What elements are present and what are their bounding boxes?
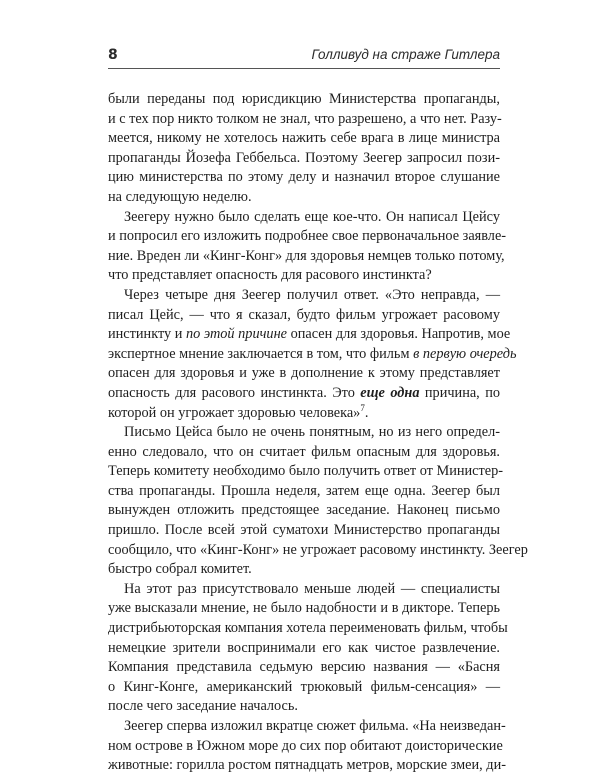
text-line bbox=[108, 443, 500, 463]
text-line bbox=[108, 208, 500, 228]
text-run: Зеегер сперва изложил вкратце сюжет фильма. «На неизведан- bbox=[124, 718, 506, 734]
text-line bbox=[108, 90, 500, 110]
text-run: ние. Вреден ли «Кинг-Конг» для здоровья немцев только потому, bbox=[108, 247, 505, 264]
header-rule bbox=[108, 68, 500, 69]
text-run: енно следовало, что он считает фильм опасным для здоровья. bbox=[108, 443, 500, 460]
bold-italic-emphasis: еще одна bbox=[360, 384, 420, 401]
text-line bbox=[108, 364, 500, 384]
paragraph bbox=[108, 717, 506, 776]
text-run: Зеегеру нужно было сделать еще кое-что. Он написал Цейсу bbox=[124, 208, 500, 225]
text-line bbox=[108, 619, 508, 639]
text-run: немецкие зрители воспринимали его как чистое развлечение. bbox=[108, 639, 500, 656]
text-run: дистрибьюторская компания хотела переименовать фильм, чтобы bbox=[108, 620, 508, 637]
text-run: на следующую неделю. bbox=[108, 188, 252, 205]
text-line bbox=[108, 639, 500, 659]
paragraph bbox=[108, 286, 517, 423]
text-run: цию министерства по этому делу и назначил второе слушание bbox=[108, 169, 500, 186]
text-line bbox=[108, 462, 504, 482]
text-line bbox=[108, 325, 511, 345]
text-line bbox=[108, 266, 500, 286]
text-run: ном острове в Южном море до сих пор обитают доисторические bbox=[108, 737, 503, 754]
text-run: были переданы под юрисдикцию Министерства пропаганды, bbox=[108, 91, 500, 107]
text-line bbox=[108, 521, 500, 541]
text-line bbox=[108, 345, 517, 365]
text-line bbox=[108, 247, 505, 267]
text-run: что представляет опасность для расового инстинкта? bbox=[108, 267, 432, 284]
text-line bbox=[108, 188, 500, 208]
text-line bbox=[108, 678, 500, 698]
running-title: Голливуд на страже Гитлера bbox=[311, 47, 500, 62]
text-run: пришло. После всей этой суматохи Министерство пропаганды bbox=[108, 522, 500, 539]
text-run: уже высказали мнение, не было надобности и в дикторе. Теперь bbox=[108, 600, 500, 617]
text-run: быстро собрал комитет. bbox=[108, 561, 252, 578]
text-line bbox=[108, 423, 500, 443]
text-line bbox=[108, 580, 500, 600]
text-run: и попросил его изложить подробнее свое первоначальное заявле- bbox=[108, 228, 507, 245]
footnote-marker: 7 bbox=[360, 402, 365, 413]
text-line bbox=[108, 384, 500, 404]
text-line bbox=[108, 658, 500, 678]
text-run: опасность для расового инстинкта. Это bbox=[108, 384, 361, 401]
text-run: опасен для здоровья. Напротив, мое bbox=[287, 326, 511, 343]
text-run: На этот раз присутствовало меньше людей — специалисты bbox=[124, 580, 500, 597]
paragraph bbox=[108, 90, 500, 208]
italic-emphasis: по этой причине bbox=[185, 326, 288, 343]
text-run: экспертное мнение заключается в том, что фильм bbox=[108, 345, 414, 362]
text-line bbox=[108, 501, 500, 521]
text-line bbox=[108, 286, 500, 306]
text-line bbox=[108, 560, 500, 580]
paragraph bbox=[108, 423, 528, 580]
text-run: пропаганды Йозефа Геббельса. Поэтому Зеегер запросил пози- bbox=[108, 149, 500, 166]
page-number: 8 bbox=[108, 47, 118, 63]
text-run: Теперь комитету необходимо было получить ответ от Министер- bbox=[108, 463, 504, 480]
text-line bbox=[108, 697, 500, 717]
text-run: причина, по bbox=[419, 384, 500, 401]
text-run: Компания представила седьмую версию названия — «Басня bbox=[108, 659, 500, 676]
text-run: которой он угрожает здоровью человека» bbox=[108, 404, 361, 421]
text-run: меется, никому не хотелось нажить себе врага в лице министра bbox=[108, 130, 500, 147]
body-text bbox=[108, 90, 528, 776]
text-run: животные: горилла ростом пятнадцать метров, морские змеи, ди- bbox=[108, 757, 506, 774]
text-run: после чего заседание началось. bbox=[108, 698, 298, 715]
text-line bbox=[108, 541, 528, 561]
text-line bbox=[108, 737, 503, 757]
paragraph bbox=[108, 580, 508, 717]
text-run: Через четыре дня Зеегер получил ответ. «Это неправда, — bbox=[124, 286, 500, 303]
text-run: о Кинг-Конге, американский трюковый фильм-сенсация» — bbox=[108, 678, 500, 695]
text-run: Письмо Цейса было не очень понятным, но из него определ- bbox=[124, 424, 500, 441]
text-line bbox=[108, 717, 506, 737]
text-run: опасен для здоровья и уже в дополнение к этому представляет bbox=[108, 365, 500, 382]
page-header bbox=[108, 45, 500, 69]
text-line bbox=[108, 404, 500, 424]
text-run: . bbox=[364, 404, 369, 421]
text-line bbox=[108, 110, 500, 130]
text-line bbox=[108, 599, 500, 619]
text-line bbox=[108, 129, 500, 149]
text-run: и с тех пор никто толком не знал, что разрешено, а что нет. Разу- bbox=[108, 110, 502, 127]
text-line bbox=[108, 227, 507, 247]
text-line bbox=[108, 482, 500, 502]
text-line bbox=[108, 149, 500, 169]
text-line bbox=[108, 168, 500, 188]
text-run: писал Цейс, — что я сказал, будто фильм угрожает расовому bbox=[108, 306, 500, 323]
text-line bbox=[108, 306, 500, 326]
paragraph bbox=[108, 208, 507, 286]
text-run: вынужден отложить предстоящее заседание. Наконец письмо bbox=[108, 502, 500, 519]
text-line bbox=[108, 756, 506, 776]
text-run: инстинкту и bbox=[108, 326, 186, 343]
text-run: сообщило, что «Кинг-Конг» не угрожает расовому инстинкту. Зеегер bbox=[108, 541, 528, 558]
italic-emphasis: в первую очередь bbox=[413, 345, 517, 362]
text-run: ства пропаганды. Прошла неделя, затем еще одна. Зеегер был bbox=[108, 482, 500, 499]
